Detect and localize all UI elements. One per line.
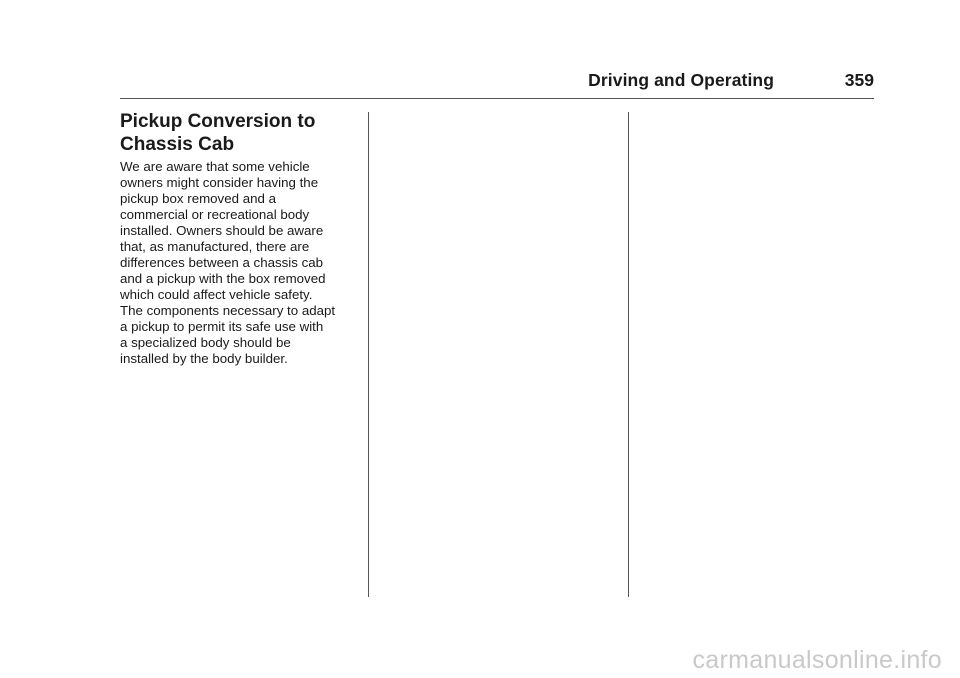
paragraph-line: owners might consider having the: [120, 175, 319, 190]
paragraph-line: commercial or recreational body: [120, 207, 310, 222]
paragraph-line: pickup box removed and a: [120, 191, 276, 206]
paragraph-line: a pickup to permit its safe use with: [120, 319, 324, 334]
body-paragraph: [120, 159, 365, 367]
running-header-section: Driving and Operating: [588, 70, 774, 90]
paragraph-line: and a pickup with the box removed: [120, 271, 326, 286]
section-title: [120, 110, 360, 156]
paragraph-line: We are aware that some vehicle: [120, 159, 310, 174]
paragraph-line: installed. Owners should be aware: [120, 223, 324, 238]
paragraph-line: differences between a chassis cab: [120, 255, 324, 270]
paragraph-line: a specialized body should be: [120, 335, 291, 350]
column-divider-right: [628, 112, 629, 597]
watermark: carmanualsonline.info: [692, 646, 942, 674]
paragraph-line: The components necessary to adapt: [120, 303, 336, 318]
header-rule: [120, 98, 874, 99]
column-divider-left: [368, 112, 369, 597]
paragraph-line: that, as manufactured, there are: [120, 239, 310, 254]
page-number: 359: [844, 70, 874, 90]
paragraph-line: installed by the body builder.: [120, 351, 288, 366]
section-title-line: Chassis Cab: [120, 134, 235, 155]
section-title-line: Pickup Conversion to: [120, 111, 316, 132]
paragraph-line: which could affect vehicle safety.: [120, 287, 313, 302]
